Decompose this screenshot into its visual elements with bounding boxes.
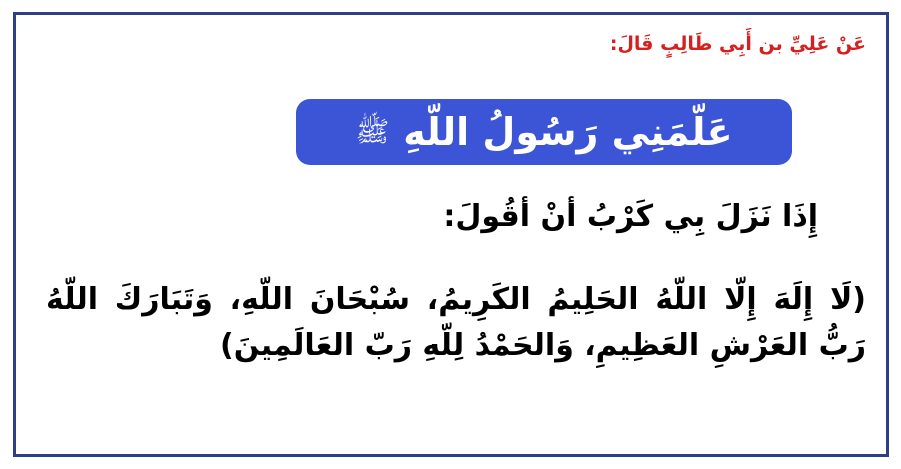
card-frame bbox=[13, 12, 889, 457]
intro-line: إِذَا نَزَلَ بِي كَرْبُ أنْ أقُولَ: bbox=[443, 199, 818, 234]
banner-title: عَلّمَنِي رَسُولُ اللّهِ bbox=[403, 110, 733, 154]
narrator-line: عَنْ عَلِيِّ بن أَبِي طَالِبٍ قَالَ: bbox=[609, 33, 866, 55]
salutation-icon: ﷺ bbox=[355, 115, 390, 148]
supplication-text: (لَا إِلَهَ إِلّا اللّهُ الحَلِيمُ الكَرِيمُ، سُبْحَانَ اللّهِ، وَتَبَارَكَ اللّهُ رَبُّ العَرْشِ العَظِيمِ، وَالحَمْدُ لِلّهِ رَبّ العَالَمِينَ) bbox=[46, 282, 866, 363]
title-banner bbox=[296, 99, 792, 165]
